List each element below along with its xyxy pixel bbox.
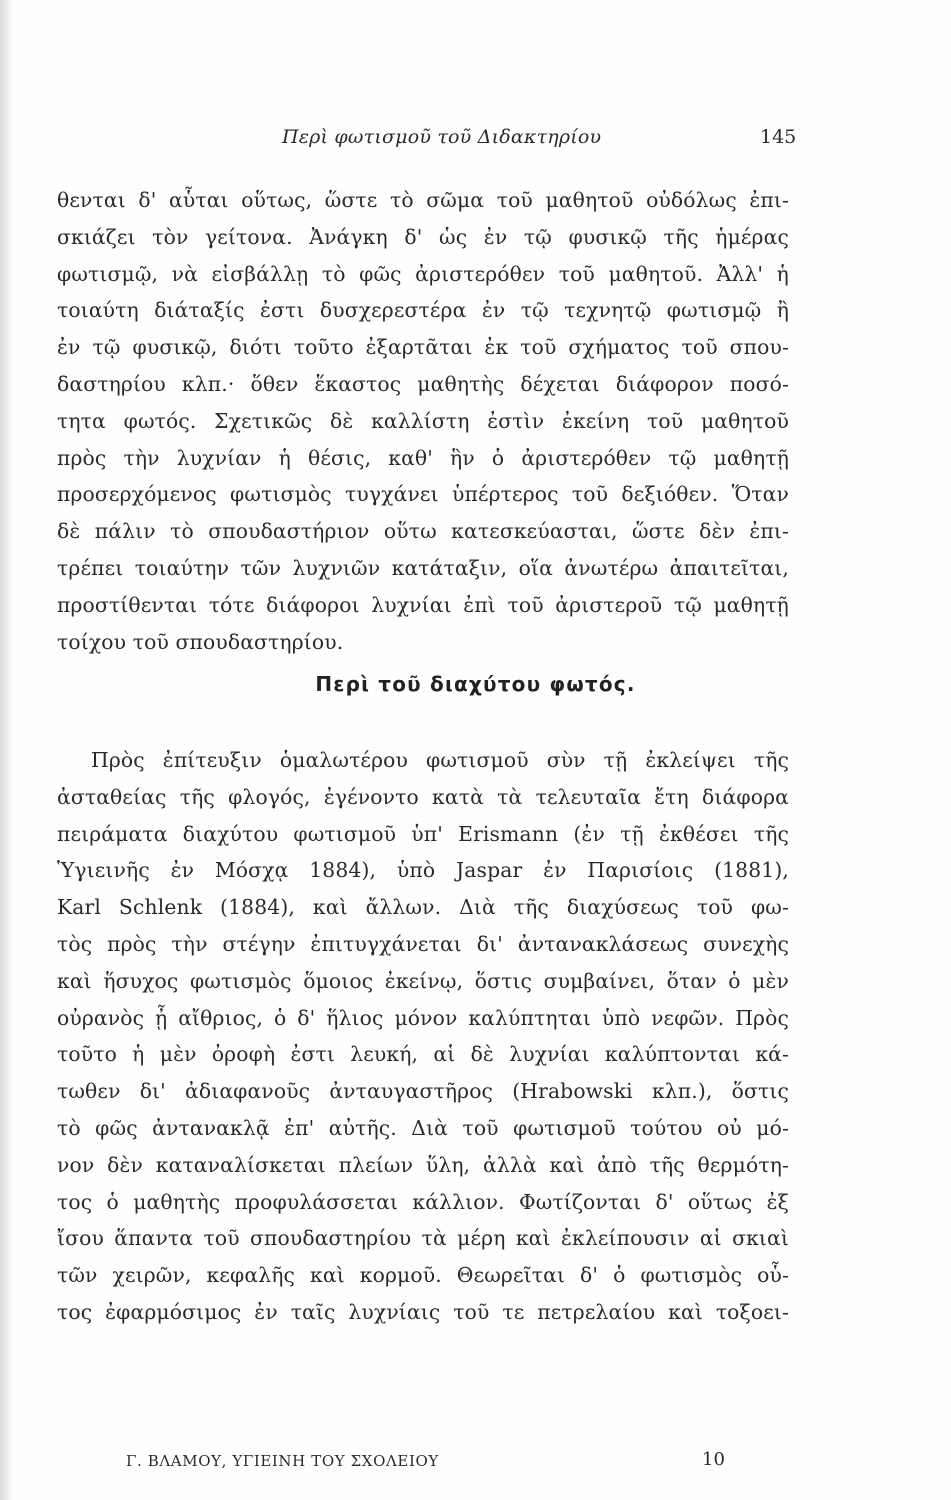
text-line: τητα φωτός. Σχετικῶς δὲ καλλίστη ἐστὶν ἐκείνη τοῦ μαθητοῦ bbox=[57, 408, 789, 433]
text-line: θενται δ' αὗται οὕτως, ὥστε τὸ σῶμα τοῦ μαθητοῦ οὐδόλως ἐπι- bbox=[57, 188, 789, 212]
signature-text: Γ. ΒΛΑΜΟΥ, ΥΓΙΕΙΝΗ ΤΟΥ ΣΧΟΛΕΙΟΥ bbox=[126, 1452, 439, 1470]
running-head bbox=[0, 126, 951, 156]
text-line: οὐρανὸς ᾖ αἴθριος, ὁ δ' ἥλιος μόνον καλύπτηται ὑπὸ νεφῶν. Πρὸς bbox=[57, 1005, 789, 1030]
text-line: ἐν τῷ φυσικῷ, διότι τοῦτο ἐξαρτᾶται ἐκ τοῦ σχήματος τοῦ σπου- bbox=[57, 335, 789, 360]
text-line: τὸς πρὸς τὴν στέγην ἐπιτυγχάνεται δι' ἀντανακλάσεως συνεχὴς bbox=[57, 931, 789, 956]
text-line: τος ἐφαρμόσιμος ἐν ταῖς λυχνίαις τοῦ τε πετρελαίου καὶ τοξοει- bbox=[57, 1299, 789, 1324]
text-line: τοιαύτη διάταξίς ἐστι δυσχερεστέρα ἐν τῷ τεχνητῷ φωτισμῷ ἢ bbox=[57, 298, 789, 323]
text-line: Ὑγιεινῆς ἐν Μόσχᾳ 1884), ὑπὸ Jaspar ἐν Παρισίοις (1881), bbox=[57, 858, 789, 883]
text-line: προστίθενται τότε διάφοροι λυχνίαι ἐπὶ τοῦ ἀριστεροῦ τῷ μαθητῇ bbox=[57, 592, 789, 617]
text-line: προσερχόμενος φωτισμὸς τυγχάνει ὑπέρτερος τοῦ δεξιόθεν. Ὅταν bbox=[57, 482, 789, 507]
paragraph-continued bbox=[57, 182, 789, 660]
signature-number: 10 bbox=[702, 1449, 725, 1470]
text-line: καὶ ἥσυχος φωτισμὸς ὅμοιος ἐκείνῳ, ὅστις συμβαίνει, ὅταν ὁ μὲν bbox=[57, 968, 789, 993]
text-line: τὸ φῶς ἀντανακλᾷ ἐπ' αὐτῆς. Διὰ τοῦ φωτισμοῦ τούτου οὐ μό- bbox=[57, 1115, 789, 1140]
printer-signature bbox=[126, 1449, 726, 1482]
text-line: τῶν χειρῶν, κεφαλῆς καὶ κορμοῦ. Θεωρεῖται δ' ὁ φωτισμὸς οὗ- bbox=[57, 1263, 789, 1288]
text-line: Πρὸς ἐπίτευξιν ὁμαλωτέρου φωτισμοῦ σὺν τῇ ἐκλείψει τῆς bbox=[91, 748, 789, 772]
text-line: τος ὁ μαθητὴς προφυλάσσεται κάλλιον. Φωτίζονται δ' οὕτως ἐξ bbox=[57, 1189, 789, 1214]
text-line: πρὸς τὴν λυχνίαν ἡ θέσις, καθ' ἣν ὁ ἀριστερόθεν τῷ μαθητῇ bbox=[57, 445, 789, 470]
text-line: τοῦτο ἡ μὲν ὀροφὴ ἐστι λευκή, αἱ δὲ λυχνίαι καλύπτονται κά- bbox=[57, 1042, 789, 1067]
text-line: νον δὲν καταναλίσκεται πλείων ὕλη, ἀλλὰ καὶ ἀπὸ τῆς θερμότη- bbox=[57, 1152, 789, 1177]
text-line: φωτισμῷ, νὰ εἰσβάλλῃ τὸ φῶς ἀριστερόθεν τοῦ μαθητοῦ. Ἀλλ' ἡ bbox=[57, 261, 789, 286]
text-line: τρέπει τοιαύτην τῶν λυχνιῶν κατάταξιν, οἵα ἀνωτέρω ἀπαιτεῖται, bbox=[57, 555, 789, 580]
section-heading: Περὶ τοῦ διαχύτου φωτός. bbox=[315, 672, 636, 696]
page-number: 145 bbox=[760, 126, 797, 148]
paragraph-diffuse-light bbox=[57, 742, 789, 1331]
text-line: τωθεν δι' ἀδιαφανοῦς ἀνταυγαστῆρος (Hrabowski κλπ.), ὅστις bbox=[57, 1079, 789, 1104]
text-line: Karl Schlenk (1884), καὶ ἄλλων. Διὰ τῆς διαχύσεως τοῦ φω- bbox=[57, 895, 789, 920]
text-line: σκιάζει τὸν γείτονα. Ἀνάγκη δ' ὡς ἐν τῷ φυσικῷ τῆς ἡμέρας bbox=[57, 224, 789, 249]
text-line: δαστηρίου κλπ.· ὅθεν ἕκαστος μαθητὴς δέχεται διάφορον ποσό- bbox=[57, 371, 789, 396]
text-line: ἴσου ἅπαντα τοῦ σπουδαστηρίου τὰ μέρη καὶ ἐκλείπουσιν αἱ σκιαὶ bbox=[57, 1226, 789, 1251]
text-line: ἀσταθείας τῆς φλογός, ἐγένοντο κατὰ τὰ τελευταῖα ἔτη διάφορα bbox=[57, 784, 789, 809]
binding-shadow bbox=[0, 0, 14, 1500]
running-title: Περὶ φωτισμοῦ τοῦ Διδακτηρίου bbox=[282, 126, 602, 148]
text-line: τοίχου τοῦ σπουδαστηρίου. bbox=[57, 629, 344, 654]
text-line: δὲ πάλιν τὸ σπουδαστήριον οὕτω κατεσκεύασται, ὥστε δὲν ἐπι- bbox=[57, 519, 789, 544]
text-line: πειράματα διαχύτου φωτισμοῦ ὑπ' Erismann (ἐν τῇ ἐκθέσει τῆς bbox=[57, 821, 789, 846]
